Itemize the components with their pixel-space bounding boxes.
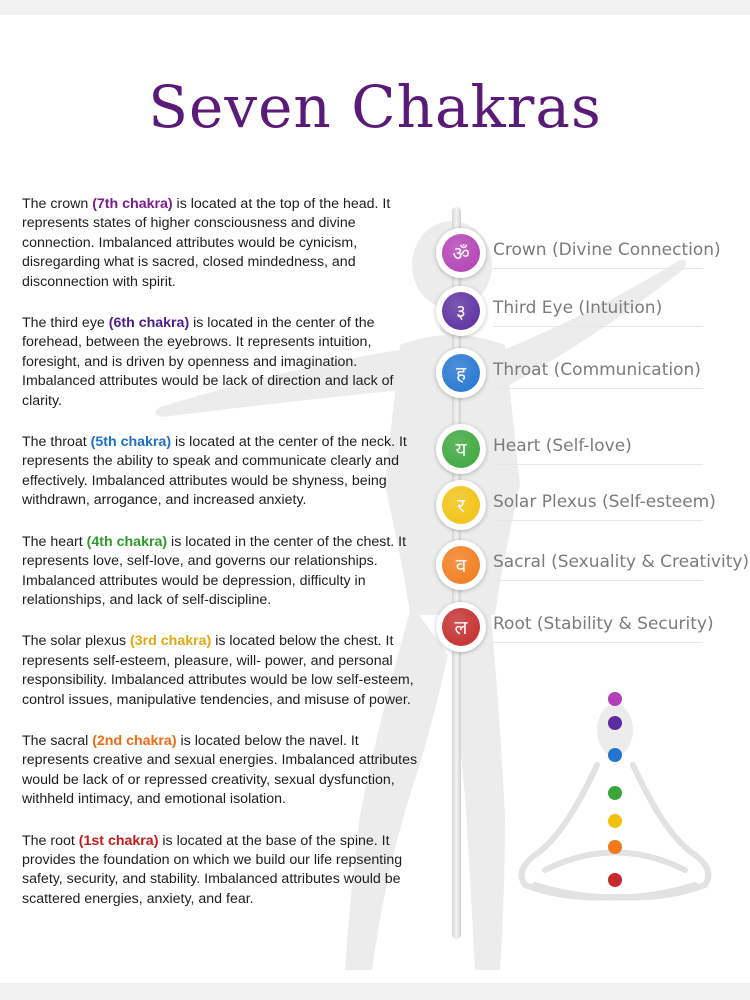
paragraph-text: is located at the center of the neck. It represents the ability to speak and communicate clearly and effectively. Imbalanced attributes would be shyness, being withdrawn, arrogance, and increased anxiety. — [22, 434, 407, 509]
divider — [493, 268, 703, 269]
divider — [493, 326, 703, 327]
chakra-label: Sacral (Sexuality & Creativity) — [493, 552, 750, 572]
chakra-list-item — [436, 348, 746, 398]
paragraph-text: is located at the top of the head. It represents states of higher consciousness and divine connection. Imbalanced attributes would be cynicism, disregarding what is sacred, closed mindedness, and disconnection with spirit. — [22, 196, 391, 290]
chakra-description-paragraph — [22, 832, 422, 910]
page-title: Seven Chakras — [148, 73, 602, 141]
paragraph-text: is located below the navel. It represents creative and sexual energies. Imbalanced attributes would be lack of or repressed creativity, sexual dysfunction, withheld intimacy, and emotional isolation. — [22, 732, 418, 808]
chakra-description-paragraph — [22, 433, 422, 511]
meditator-chakra-dot — [608, 840, 622, 854]
chakra-badge — [436, 424, 486, 474]
chakra-list-item — [436, 540, 750, 590]
paragraph-text: The crown — [22, 196, 93, 212]
paragraph-text: The third eye — [22, 315, 109, 332]
paragraph-text: is located in the center of the chest. It represents love, self-love, and governs our relationships. Imbalanced attributes would be depression, difficulty in relationships, and lack of self-discipline. — [22, 533, 407, 608]
throat-chakra-icon: ह — [442, 354, 480, 392]
divider — [493, 388, 703, 389]
paragraph-text: The sacral — [22, 732, 93, 749]
meditator-chakra-dot — [608, 748, 622, 762]
paragraph-text: is located at the base of the spine. It provides the foundation on which we build our life repsenting safety, security, and stability. Imbalanced attributes would be scattered energies, anxiety, and fear. — [22, 832, 403, 907]
chakra-badge — [436, 286, 486, 336]
poster — [0, 15, 750, 983]
paragraph-text: is located in the center of the forehead, between the eyebrows. It represents intuition, foresight, and is driven by openness and imagination. Imbalanced attributes would be lack of direction and lack of clarity. — [22, 315, 394, 409]
chakra-label: Crown (Divine Connection) — [493, 240, 721, 260]
paragraph-text: The throat — [22, 434, 91, 451]
chakra-list-item — [436, 228, 746, 278]
divider — [493, 464, 703, 465]
chakra-badge — [436, 602, 486, 652]
divider — [493, 520, 703, 521]
chakra-label: Throat (Communication) — [493, 360, 701, 380]
meditator-chakra-dot — [608, 716, 622, 730]
paragraph-text: The root — [22, 832, 79, 849]
chakra-number-label: (6th chakra) — [108, 315, 190, 332]
chakra-badge — [436, 540, 486, 590]
meditator-chakra-dot — [608, 814, 622, 828]
chakra-number-label: (3rd chakra) — [130, 633, 212, 650]
paragraph-text: The solar plexus — [22, 633, 131, 650]
heart-chakra-icon: य — [442, 430, 480, 468]
meditating-figure-illustration — [505, 685, 725, 920]
divider — [493, 580, 703, 581]
crown-chakra-icon: ॐ — [442, 234, 480, 272]
chakra-badge — [436, 228, 486, 278]
root-chakra-icon: ल — [442, 608, 480, 646]
solar-plexus-chakra-icon: र — [442, 486, 480, 524]
meditator-chakra-dot — [608, 786, 622, 800]
chakra-badge — [436, 348, 486, 398]
chakra-number-label: (5th chakra) — [90, 434, 172, 451]
chakra-description-paragraph — [22, 195, 422, 292]
sacral-chakra-icon: व — [442, 546, 480, 584]
chakra-badge — [436, 480, 486, 530]
paragraph-text: The heart — [22, 533, 87, 550]
paragraph-text: is located below the chest. It represents self-esteem, pleasure, will- power, and personal responsibility. Imbalanced attributes would be low self-esteem, control issues, manipulative tendencies, and misuse of power. — [22, 633, 414, 708]
chakra-list-item — [436, 286, 746, 336]
chakra-label: Third Eye (Intuition) — [493, 298, 663, 318]
chakra-number-label: (1st chakra) — [78, 832, 159, 849]
chakra-description-paragraph — [22, 314, 422, 411]
chakra-label: Root (Stability & Security) — [493, 614, 714, 634]
meditator-chakra-dot — [608, 692, 622, 706]
chakra-description-paragraph — [22, 732, 422, 810]
meditator-chakra-dot — [608, 873, 622, 887]
chakra-label: Solar Plexus (Self-esteem) — [493, 492, 716, 512]
chakra-number-label: (7th chakra) — [92, 196, 173, 212]
chakra-list-item — [436, 480, 746, 530]
chakra-list-item — [436, 602, 746, 652]
chakra-label: Heart (Self-love) — [493, 436, 632, 456]
chakra-description-paragraph — [22, 632, 422, 710]
chakra-description-paragraph — [22, 533, 422, 611]
divider — [493, 642, 703, 643]
chakra-list-item — [436, 424, 746, 474]
chakra-number-label: (4th chakra) — [86, 533, 168, 550]
chakra-number-label: (2nd chakra) — [92, 732, 177, 749]
description-column — [22, 195, 422, 931]
third-eye-chakra-icon: ३ — [442, 292, 480, 330]
